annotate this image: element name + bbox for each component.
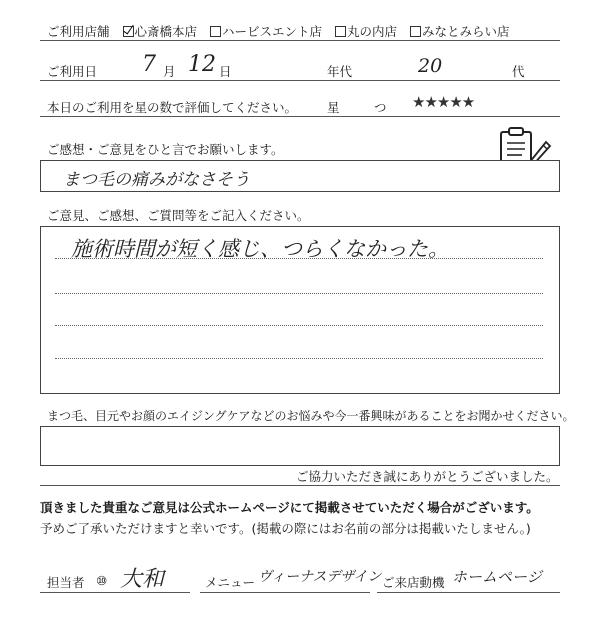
store-option-shinsaibashi[interactable]: 心斎橋本店: [123, 22, 198, 40]
date-label: ご利用日: [47, 64, 98, 79]
staff-mark: ⑩: [96, 573, 108, 588]
notice-line-1: 頂きました貴重なご意見は公式ホームページにて掲載させていただく場合がございます。: [40, 500, 539, 515]
age-value: 20: [418, 55, 443, 77]
date-day-value: 12: [188, 52, 216, 77]
store-option-marunouchi[interactable]: 丸の内店: [335, 22, 397, 40]
staff-value: 大和: [120, 567, 165, 592]
rating-stars-icon[interactable]: ★★★★★: [412, 93, 475, 111]
impression-label: ご感想・ご意見をひと言でお願いします。: [47, 142, 284, 157]
thanks-text: ご協力いただき誠にありがとうございました。: [296, 469, 559, 484]
store-option-minatomirai[interactable]: みなとみらい店: [410, 22, 510, 40]
rating-star-label: 星: [327, 100, 340, 115]
thanks-underline: [40, 485, 560, 486]
menu-underline: [200, 592, 370, 593]
comments-line: [55, 358, 543, 359]
rating-label: 本日のご利用を星の数で評価してください。: [47, 100, 298, 115]
checkbox-icon[interactable]: [410, 26, 421, 37]
age-label: 年代: [327, 64, 353, 79]
checkbox-checked-icon[interactable]: [123, 26, 134, 37]
aging-label: まつ毛、目元やお顔のエイジングケアなどのお悩みや今一番興味があることをお聞かせください。: [47, 409, 575, 423]
comments-line: [55, 258, 543, 259]
date-row-underline: [40, 80, 560, 81]
store-option-herbis[interactable]: ハービスエント店: [210, 22, 322, 40]
store-row: [47, 22, 519, 40]
rating-row-underline: [40, 116, 560, 117]
impression-answer: まつ毛の痛みがなさそう: [63, 170, 250, 190]
comments-answer: 施術時間が短く感じ、つらくなかった。: [71, 237, 449, 261]
menu-value: ヴィーナスデザイン: [258, 569, 382, 585]
comments-line: [55, 293, 543, 294]
comments-answer-box[interactable]: [40, 226, 560, 394]
visit-value: ホームページ: [452, 568, 542, 586]
notice-line-2: 予めご了承いただけますと幸いです。(掲載の際にはお名前の部分は掲載いたしません。): [40, 521, 531, 536]
checkbox-icon[interactable]: [335, 26, 346, 37]
staff-label: 担当者: [47, 575, 85, 590]
staff-underline: [40, 592, 190, 593]
date-day-unit: 日: [219, 64, 232, 79]
aging-answer-box[interactable]: [40, 426, 560, 466]
checkbox-icon[interactable]: [210, 26, 221, 37]
visit-label: ご来店動機: [382, 575, 445, 590]
impression-answer-box[interactable]: [40, 160, 560, 192]
rating-star-unit: つ: [374, 100, 387, 115]
menu-label: メニュー: [205, 575, 256, 590]
date-month-value: 7: [142, 52, 156, 77]
store-row-underline: [40, 40, 560, 41]
date-month-unit: 月: [163, 64, 176, 79]
age-unit: 代: [512, 64, 525, 79]
comments-label: ご意見、ご感想、ご質問等をご記入ください。: [47, 208, 310, 223]
store-label: ご利用店舗: [47, 24, 110, 39]
visit-underline: [377, 592, 560, 593]
comments-line: [55, 325, 543, 326]
